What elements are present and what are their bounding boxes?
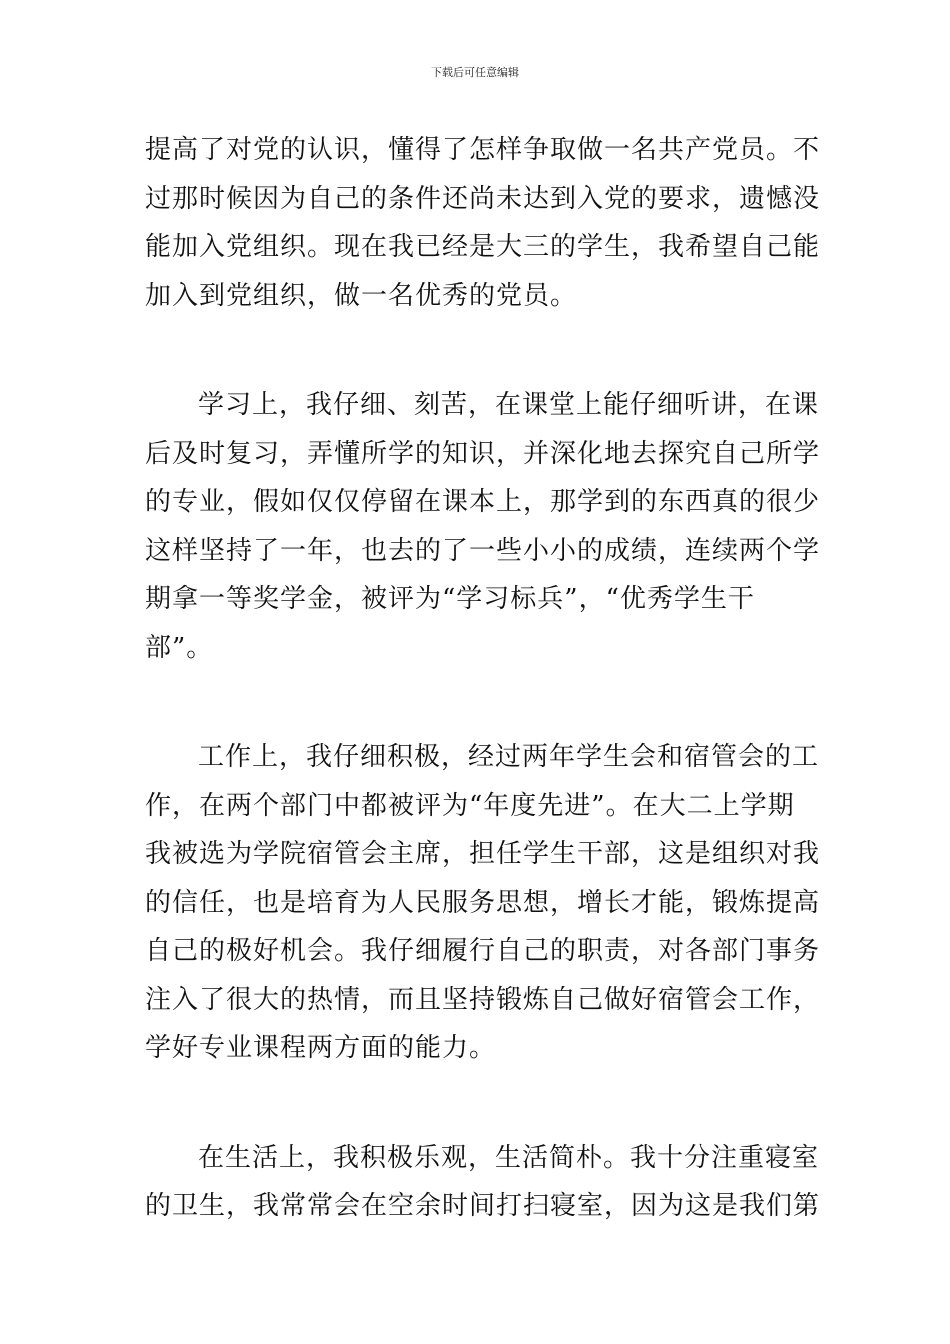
text-line: 这样坚持了一年，也去的了一些小小的成绩，连续两个学 [145,535,821,566]
text-line: 在生活上，我积极乐观，生活简朴。我十分注重寝室 [198,1142,820,1173]
text-line: 能加入党组织。现在我已经是大三的学生，我希望自己能 [145,232,821,262]
paragraph-gap [145,320,807,381]
page-header: 下载后可任意编辑 [431,66,519,79]
text-line: 的卫生，我常常会在空余时间打扫寝室，因为这是我们第 [145,1191,821,1221]
document-body [145,126,821,1231]
text-line: 加入到党组织，做一名优秀的党员。 [145,280,578,311]
text-line: 注入了很大的热情，而且坚持锻炼自己做好宿管会工作， [145,984,821,1015]
text-line: 后及时复习，弄懂所学的知识，并深化地去探究自己所学 [145,438,821,469]
text-line: 学好专业课程两方面的能力。 [145,1033,497,1063]
paragraph-party-awareness [145,126,821,320]
paragraph-study [145,381,821,672]
text-line: 提高了对党的认识，懂得了怎样争取做一名共产党员。不 [145,135,821,165]
text-line: 过那时候因为自己的条件还尚未达到入党的要求，遗憾没 [145,183,821,214]
text-line: 作，在两个部门中都被评为“年度先进”。在大二上学期 [145,790,795,821]
text-line: 的信任，也是培育为人民服务思想，增长才能，锻炼提高 [145,887,821,918]
text-line: 学习上，我仔细、刻苦，在课堂上能仔细听讲，在课 [198,390,820,420]
text-line: 部”。 [145,632,214,663]
paragraph-gap [145,1073,807,1134]
paragraph-work [145,733,821,1073]
text-line: 自己的极好机会。我仔细履行自己的职责，对各部门事务 [145,936,821,966]
text-line: 工作上，我仔细积极，经过两年学生会和宿管会的工 [198,742,820,772]
paragraph-life [145,1134,821,1231]
text-line: 我被选为学院宿管会主席，担任学生干部，这是组织对我 [145,839,821,869]
text-line: 的专业，假如仅仅停留在课本上，那学到的东西真的很少 [145,487,821,517]
text-line: 期拿一等奖学金，被评为“学习标兵”，“优秀学生干 [145,584,755,614]
paragraph-gap [145,672,807,733]
